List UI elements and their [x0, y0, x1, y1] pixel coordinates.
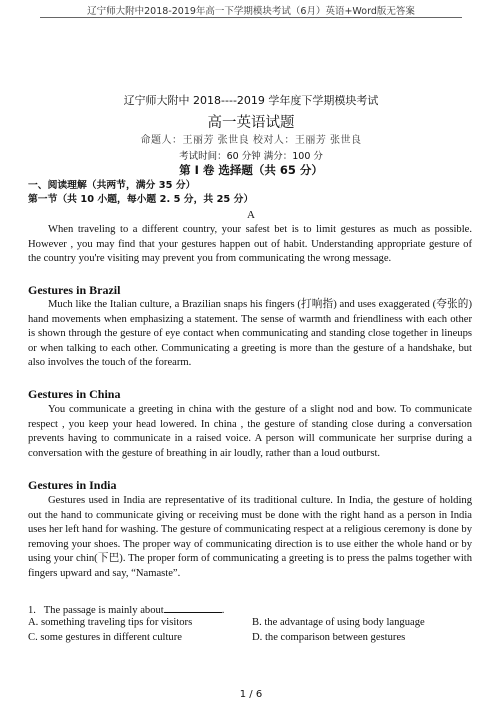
page-header [0, 0, 502, 18]
authors-line: 命题人：王丽芳 张世良 校对人：王丽芳 张世良 [140, 135, 362, 146]
heading-india: Gestures in India [28, 478, 117, 492]
passage-intro: When traveling to a different country, your safest bet is to limit gestures as much as possible. However , you may find that your gestures happen out of habit. Understanding appropriate gesture of the country you're visiting may prevent you from communicating the wrong message. [28, 224, 472, 265]
page-number: 1 / 6 [239, 689, 263, 700]
option-a: A. something traveling tips for visitors [28, 617, 193, 628]
header-title: 辽宁师大附中2018-2019年高一下学期模块考试（6月）英语+Word版无答案 [87, 6, 415, 17]
passage-letter: A [247, 209, 255, 221]
question-1-text: 1. The passage is mainly about [28, 605, 164, 616]
question-1-end: . [221, 605, 225, 616]
option-c: C. some gestures in different culture [28, 632, 182, 643]
answer-blank [164, 602, 222, 613]
question-1-stem [28, 602, 224, 616]
section-heading-part1: 第一节（共 10 小题，每小题 2. 5 分，共 25 分） [28, 194, 254, 205]
exam-time-line: 考试时间：60 分钟 满分：100 分 [179, 151, 323, 162]
part-title: 第 Ⅰ 卷 选择题（共 65 分） [179, 163, 323, 177]
paragraph-brazil: Much like the Italian culture, a Brazilian snaps his fingers (打响指) and uses exaggerated (夸张的) hand movements when emphasizing a statement. The sense of warmth and friendliness with each other is shown through the gesture of eye contact when communicating and standing close together in lineups or when talking to each other. Communicating a greeting is more than the gesture of a handshake, but also involves the touch of the forearm. [28, 299, 472, 369]
heading-brazil: Gestures in Brazil [28, 283, 121, 297]
heading-china: Gestures in China [28, 387, 121, 401]
header-divider [40, 17, 462, 18]
option-d: D. the comparison between gestures [252, 632, 406, 643]
section-heading-reading: 一、阅读理解（共两节，满分 35 分） [28, 180, 196, 191]
option-b: B. the advantage of using body language [252, 617, 425, 628]
paragraph-india: Gestures used in India are representative of its traditional culture. In India, the gesture of holding out the hand to communicate giving or receiving must be done with the right hand as a person in India uses her left hand for washing. The gesture of communicating respect at a religious ceremony is done by removing your shoes. The proper way of communicating direction is to use either the whole hand or by using your chin(下巴). The proper form of communicating a greeting is to press the palms together with fingers upward and say, “Namaste”. [28, 495, 472, 579]
subject-title: 高一英语试题 [207, 115, 295, 131]
paragraph-china: You communicate a greeting in china with the gesture of a slight nod and bow. To communicate respect , you keep your head lowered. In china , the gesture of standing close during a conversation prevents having to communicate in a raised voice. A person will communicate her surprise during a conversation with the gesture of breathing in air loudly, rather than a loud outburst. [28, 404, 472, 459]
school-title: 辽宁师大附中 2018----2019 学年度下学期模块考试 [123, 94, 379, 107]
